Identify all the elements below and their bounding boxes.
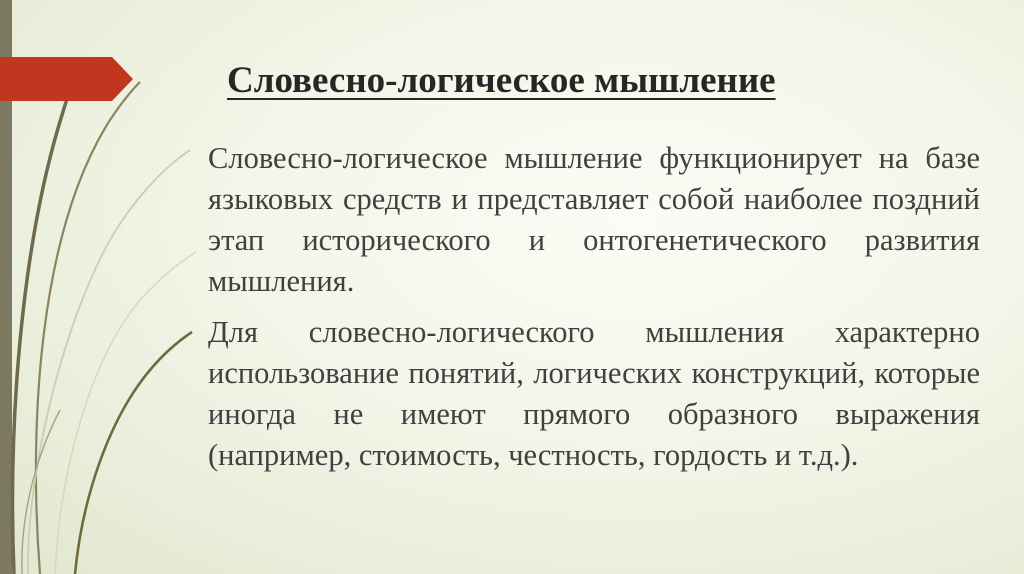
- slide-title: Словесно-логическое мышление: [227, 60, 776, 101]
- paragraph-2: Для словесно-логического мышления характерно использование понятий, логических конструкций, которые иногда не имеют прямого образного выражения (например, стоимость, честность, гордость и т.д.).: [208, 315, 980, 472]
- paragraph-1: Словесно-логическое мышление функционирует на базе языковых средств и представляет собой наиболее поздний этап исторического и онтогенетического развития мышления.: [208, 141, 980, 298]
- slide-body: [208, 138, 980, 486]
- title-accent-tab: [0, 57, 133, 101]
